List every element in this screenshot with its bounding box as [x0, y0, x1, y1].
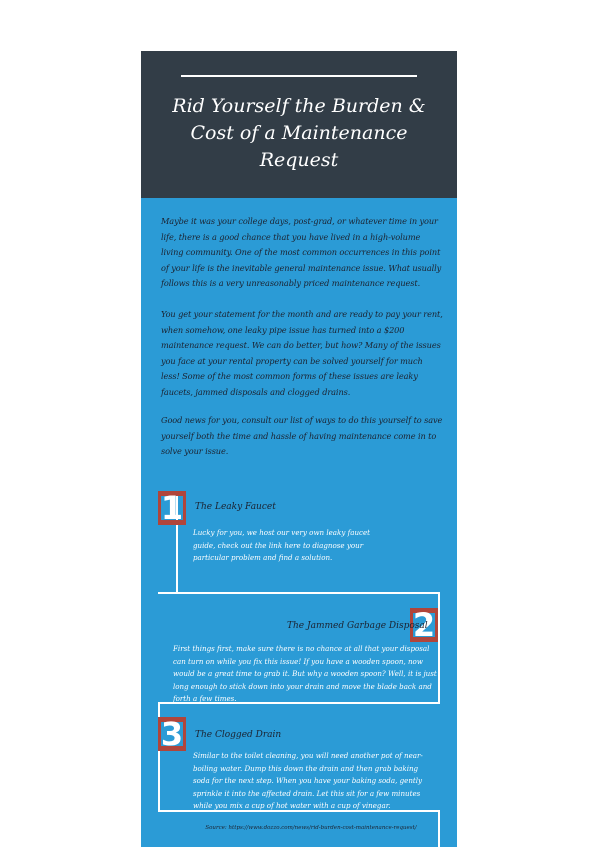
intro-paragraph: You get your statement for the month and are ready to pay your rent, when somehow, one leaky pipe issue has turned into a $200 maintenance request. We can do better, but how? Many of the issues you face at your rental property can be solved yourself for much less! Some of the most common forms of these issues are leaky faucets, jammed disposals and clogged drains. — [161, 309, 443, 397]
infographic — [141, 51, 457, 847]
source-citation: Source: https://www.dozzo.com/news/rid-burden-cost-maintenance-request/ — [205, 825, 417, 831]
step-title: The Jammed Garbage Disposal — [287, 621, 428, 631]
step-number: 3 — [160, 715, 184, 753]
step-number: 1 — [160, 489, 184, 527]
intro-paragraph: Good news for you, consult our list of ways to do this yourself to save yourself both the time and hassle of having maintenance come in to solve your issue. — [161, 415, 443, 456]
step-body: Lucky for you, we host our very own leaky faucet guide, check out the link here to diagnose your particular problem and find a solution. — [193, 528, 371, 562]
step-title: The Clogged Drain — [195, 730, 282, 740]
header-divider — [181, 75, 417, 77]
step-title: The Leaky Faucet — [195, 502, 276, 512]
step-body: First things first, make sure there is no chance at all that your disposal can turn on while you fix this issue! If you have a wooden spoon, now would be a great time to grab it. But why a wooden spoon? Well, it is just long enough to stick down into your drain and move the blade back and forth a few times. — [173, 644, 437, 703]
connector-line — [158, 592, 440, 594]
step-number: 2 — [412, 606, 436, 644]
intro-paragraph: Maybe it was your college days, post-grad, or whatever time in your life, there is a good chance that you have lived in a high-volume living community. One of the most common occurrences in this point of your life is the inevitable general maintenance issue. What usually follows this is a very unreasonably priced maintenance request. — [161, 216, 442, 288]
page-title: Rid Yourself the Burden & Cost of a Maintenance Request — [172, 95, 426, 171]
header-banner — [141, 51, 457, 198]
step-body: Similar to the toilet cleaning, you will need another pot of near-boiling water. Dump this down the drain and then grab baking soda for the next step. When you have your baking soda, gently sprinkle it into the affected drain. Let this sit for a few minutes while you mix a cup of hot water with a cup of vinegar. — [193, 751, 423, 810]
connector-line — [438, 592, 440, 704]
